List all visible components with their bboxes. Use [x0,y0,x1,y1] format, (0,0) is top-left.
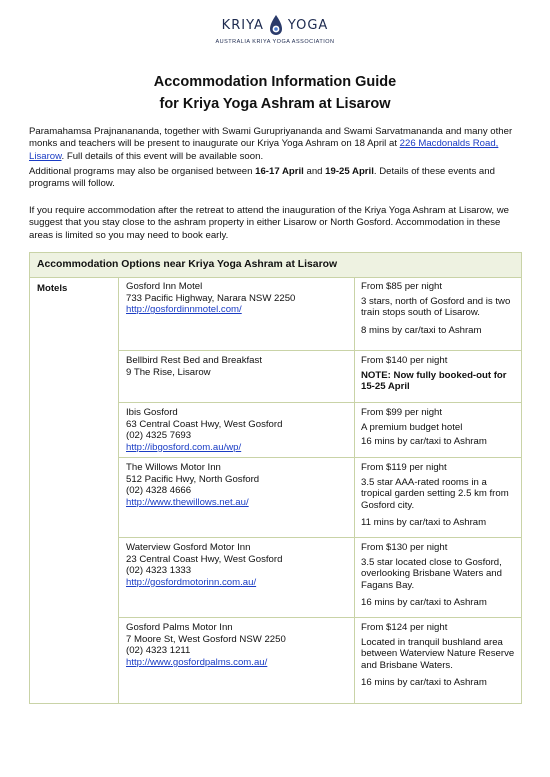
booking-note: NOTE: Now fully booked-out for 15-25 April [361,369,507,393]
logo [0,14,550,45]
intro-p2-a: Additional programs may also be organised between [29,166,256,177]
date-range-1: 16-17 April [255,166,304,177]
table-row [119,537,522,618]
page-subtitle: for Kriya Yoga Ashram at Lisarow [159,96,391,112]
property-distance: 16 mins by car/taxi to Ashram [361,436,487,448]
property-description: 3.5 star AAA-rated rooms in a tropical garden setting 2.5 km from Gosford city. [361,476,509,511]
intro-paragraph-3: If you require accommodation after the retreat to attend the inauguration of the Kriya Yoga Ashram at Lisarow, we suggest that you stay close to the ashram property in either Lisarow or North Gosford. Accommodation in these areas is limited so you may need to book early. [29,205,509,241]
property-name: Gosford Palms Motor Inn [126,622,233,633]
property-price: From $130 per night [361,542,448,553]
property-distance: 11 mins by car/taxi to Ashram [361,517,487,529]
property-distance: 16 mins by car/taxi to Ashram [361,677,487,689]
table-header: Accommodation Options near Kriya Yoga Ashram at Lisarow [30,253,521,278]
property-address: 733 Pacific Highway, Narara NSW 2250 [126,292,296,304]
category-label: Motels [37,283,68,294]
property-address: 7 Moore St, West Gosford NSW 2250 [126,633,286,645]
table-row [119,402,522,458]
table-row [119,350,522,403]
property-name: The Willows Motor Inn [126,462,221,473]
property-link[interactable]: http://gosfordmotorinn.com.au/ [126,576,257,588]
intro-paragraph-2 [29,166,523,191]
property-description: 3.5 star located close to Gosford, overlooking Brisbane Waters and Fagans Bay. [361,556,502,591]
property-name: Gosford Inn Motel [126,281,203,292]
property-link[interactable]: http://ibgosford.com.au/wp/ [126,441,242,453]
property-link[interactable]: http://www.gosfordpalms.com.au/ [126,656,268,668]
property-name: Ibis Gosford [126,407,178,418]
flame-emblem-icon [268,14,284,36]
intro-p2-e: . Details of these events and programs will follow. [29,166,495,190]
property-description: Located in tranquil bushland area between Waterview Nature Reserve and Brisbane Waters. [361,636,515,671]
property-address: 512 Pacific Hwy, North Gosford [126,473,260,485]
intro-p2-c: and [303,166,326,177]
property-phone: (02) 4328 4666 [126,485,192,497]
logo-word-left: KRIYA [221,17,264,33]
logo-word-right: YOGA [287,17,329,33]
property-price: From $124 per night [361,622,448,633]
property-distance: 16 mins by car/taxi to Ashram [361,597,487,609]
logo-subtitle: AUSTRALIA KRIYA YOGA ASSOCIATION [215,39,335,45]
date-range-2: 19-25 April [325,166,374,177]
accommodation-table [29,252,522,704]
page-title: Accommodation Information Guide [153,74,397,90]
property-phone: (02) 4323 1211 [126,645,191,657]
property-distance: 8 mins by car/taxi to Ashram [361,324,482,336]
property-link[interactable]: http://www.thewillows.net.au/ [126,496,249,508]
property-price: From $85 per night [361,281,443,292]
table-row [119,617,522,704]
property-link[interactable]: http://gosfordinnmotel.com/ [126,304,242,316]
property-description: A premium budget hotel [361,421,463,433]
intro-p1-tail: . Full details of this event will be available soon. [61,150,264,162]
property-address: 23 Central Coast Hwy, West Gosford [126,553,283,565]
intro-paragraph-1 [29,126,523,163]
property-phone: (02) 4323 1333 [126,565,192,577]
property-description: 3 stars, north of Gosford and is two train stops south of Lisarow. [361,295,511,319]
property-name: Bellbird Rest Bed and Breakfast [126,355,262,366]
table-row [119,457,522,538]
property-price: From $99 per night [361,407,443,418]
property-phone: (02) 4325 7693 [126,430,192,442]
intro-p1-text: Paramahamsa Prajnanananda, together with Swami Gurupriyananda and Swami Sarvatmananda and many other monks and teachers will be present to inaugurate our Kriya Yoga Ashram on 18 April at [29,126,513,150]
property-address: 9 The Rise, Lisarow [126,366,211,378]
property-name: Waterview Gosford Motor Inn [126,542,251,553]
ashram-address-link[interactable]: 226 Macdonalds Road, Lisarow [29,138,499,162]
property-price: From $119 per night [361,462,447,473]
table-row [119,277,522,350]
property-address: 63 Central Coast Hwy, West Gosford [126,418,283,430]
property-price: From $140 per night [361,355,448,366]
